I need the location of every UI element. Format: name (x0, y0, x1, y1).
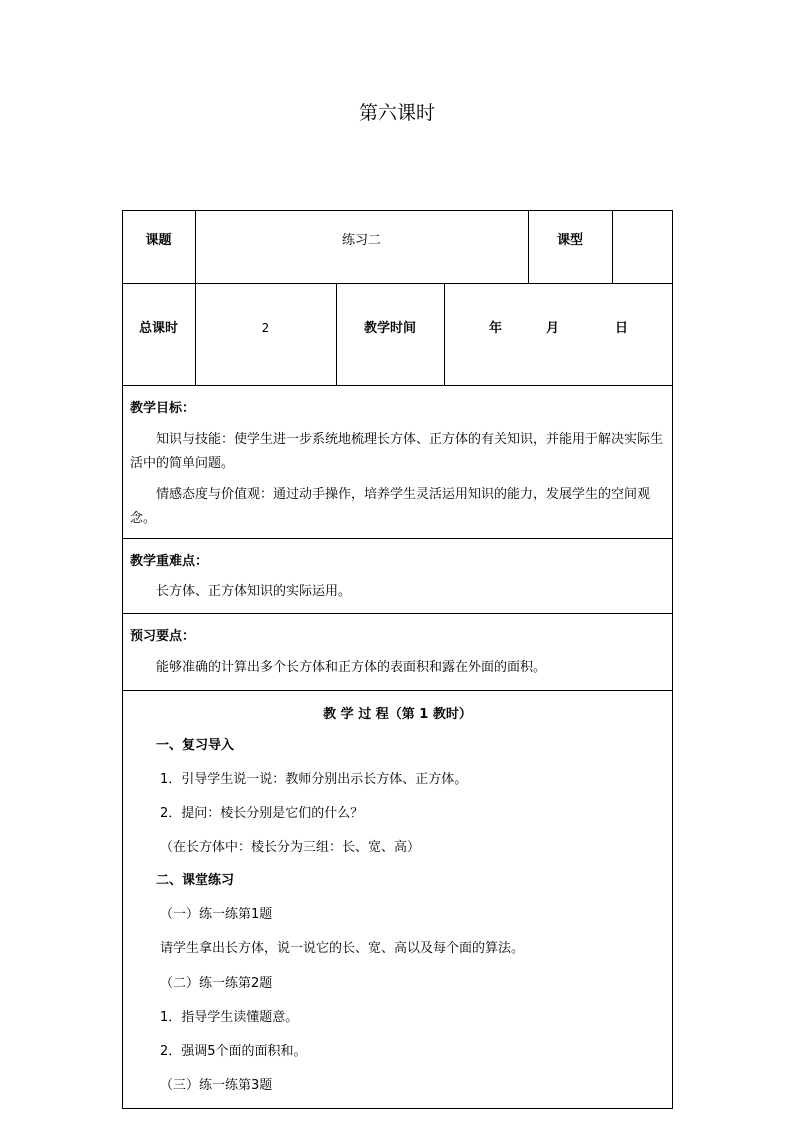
objective-knowledge: 知识与技能：使学生进一步系统地梳理长方体、正方体的有关知识，并能用于解决实际生活中的简单问题。 (130, 432, 664, 471)
process-line: 1．指导学生读懂题意。 (160, 1010, 299, 1025)
row-divider (122, 538, 673, 539)
row-divider (122, 690, 673, 691)
objectives-heading: 教学目标： (130, 401, 196, 416)
total-hours-value: 2 (261, 321, 270, 335)
topic-label: 课题 (145, 233, 172, 248)
row-divider (122, 283, 673, 284)
page-title: 第六课时 (358, 102, 435, 124)
month-label: 月 (546, 321, 560, 336)
process-line: 2．强调5个面的面积和。 (160, 1044, 307, 1059)
process-line: 一、复习导入 (156, 738, 235, 753)
process-line: （二）练一练第2题 (160, 976, 273, 991)
process-line: 2．提问：棱长分别是它们的什么？ (160, 806, 364, 821)
process-line: 请学生拿出长方体，说一说它的长、宽、高以及每个面的算法。 (160, 941, 525, 956)
preview-content: 能够准确的计算出多个长方体和正方体的表面积和露在外面的面积。 (156, 660, 547, 675)
process-line: 二、课堂练习 (156, 873, 235, 888)
topic-value: 练习二 (341, 233, 381, 248)
key-points-heading: 教学重难点： (130, 554, 209, 569)
objective-attitude: 情感态度与价值观：通过动手操作，培养学生灵活运用知识的能力，发展学生的空间观念。 (130, 487, 651, 526)
day-label: 日 (615, 321, 629, 336)
process-line: （一）练一练第1题 (160, 907, 273, 922)
row-divider (122, 613, 673, 614)
col-divider (612, 210, 613, 283)
total-hours-label: 总课时 (138, 321, 178, 336)
process-line: （在长方体中：棱长分为三组：长、宽、高） (160, 840, 421, 855)
row-divider (122, 385, 673, 386)
process-line: 1．引导学生说一说：教师分别出示长方体、正方体。 (160, 772, 468, 787)
preview-heading: 预习要点： (130, 629, 196, 644)
process-heading: 教 学 过 程（第 1 教时） (323, 707, 472, 722)
col-divider (444, 283, 445, 385)
year-label: 年 (489, 321, 503, 336)
key-points-content: 长方体、正方体知识的实际运用。 (156, 584, 352, 599)
teaching-time-label: 教学时间 (363, 321, 416, 336)
type-label: 课型 (556, 233, 583, 248)
process-line: （三）练一练第3题 (160, 1078, 273, 1093)
